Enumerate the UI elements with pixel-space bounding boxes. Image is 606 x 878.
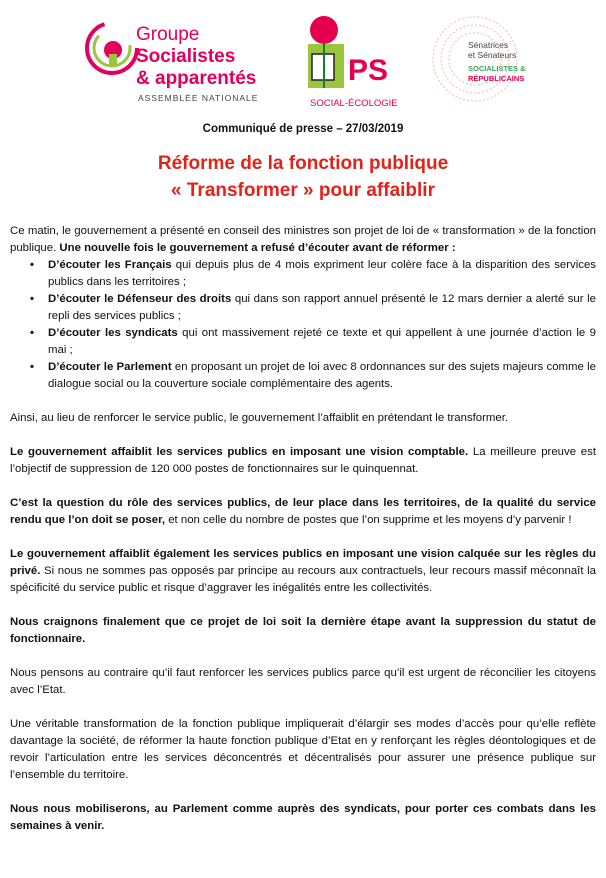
groupe-socialistes-logo xyxy=(84,14,264,104)
logo-groupe-line1: Groupe xyxy=(136,24,200,45)
header xyxy=(0,0,606,120)
intro-paragraph xyxy=(10,223,596,257)
paragraph-8 xyxy=(10,801,596,835)
press-release-date: Communiqué de presse – 27/03/2019 xyxy=(202,123,404,135)
bullet-bold: D’écouter le Défenseur des droits xyxy=(48,293,232,305)
title-line2: « Transformer » pour affaiblir xyxy=(171,180,435,201)
groupe-socialistes-logo-icon xyxy=(84,20,140,76)
list-item xyxy=(48,257,596,291)
paragraph-5 xyxy=(10,614,596,648)
ps-logo xyxy=(300,14,400,109)
senat-line4: RÉPUBLICAINS xyxy=(468,74,525,83)
ps-tagline: SOCIAL-ÉCOLOGIE xyxy=(310,98,398,109)
paragraph-6: Nous pensons au contraire qu’il faut renforcer les services publics parce qu’il est urgent de réconcilier les citoyens avec l’Etat. xyxy=(10,667,596,696)
paragraph-5-bold: Nous craignons finalement que ce projet de loi soit la dernière étape avant la suppression du statut de fonctionnaire. xyxy=(10,616,596,645)
bullet-text: qui depuis plus de 4 mois expriment leur colère face à la disparition des services publics dans les territoires ; xyxy=(48,259,596,288)
list-item xyxy=(48,291,596,325)
intro-text: Ce matin, le gouvernement a présenté en conseil des ministres son projet de loi de « transformation » de la fonction publique. xyxy=(10,225,596,254)
bullet-bold: D’écouter le Parlement xyxy=(48,361,172,373)
bullet-text: qui dans son rapport annuel présenté le 12 mars dernier a alerté sur le repli des services publics ; xyxy=(48,293,596,322)
document-body xyxy=(10,223,596,835)
list-item xyxy=(48,359,596,393)
list-item xyxy=(48,325,596,359)
paragraph-1: Ainsi, au lieu de renforcer le service public, le gouvernement l’affaiblit en prétendant le transformer. xyxy=(10,412,509,424)
logo-groupe-line4: ASSEMBLÉE NATIONALE xyxy=(138,93,259,103)
paragraph-3-text: et non celle du nombre de postes que l’on supprime et les moyens d’y parvenir ! xyxy=(165,514,572,526)
paragraph-2 xyxy=(10,444,596,478)
paragraph-3 xyxy=(10,495,596,529)
paragraph-8-bold: Nous nous mobiliserons, au Parlement comme auprès des syndicats, pour porter ces combats dans les semaines à venir. xyxy=(10,803,596,832)
senat-line1: Sénatrices xyxy=(468,40,509,50)
paragraph-2-bold: Le gouvernement affaiblit les services publics en imposant une vision comptable. xyxy=(10,446,469,458)
ps-mark: PS xyxy=(348,54,389,87)
bullet-bold: D’écouter les Français xyxy=(48,259,172,271)
title-line1: Réforme de la fonction publique xyxy=(157,153,449,174)
paragraph-7: Une véritable transformation de la fonction publique impliquerait d’élargir ses modes d’accès pour qu’elle reflète davantage la société, de réformer la haute fonction publique d’Etat en y renforçant les règles déontologiques et de revoir l’articulation entre les services déconcentrés et décentralisés pour assurer une présence publique sur l’ensemble du territoire. xyxy=(10,718,596,781)
senat-line2: et Sénateurs xyxy=(468,50,517,60)
paragraph-4-text: Si nous ne sommes pas opposés par principe au recours aux contractuels, leur recours massif méconnaît la spécificité du service public et risque d’aggraver les inégalités entre les collectivités. xyxy=(10,565,596,594)
logo-groupe-line2: Socialistes xyxy=(136,46,236,67)
bullet-bold: D’écouter les syndicats xyxy=(48,327,178,339)
paragraph-3-bold: C’est la question du rôle des services publics, de leur place dans les territoires, de la qualité du service rendu que l’on doit se poser, xyxy=(10,497,596,526)
senat-line3: SOCIALISTES & xyxy=(468,64,526,73)
paragraph-4-bold: Le gouvernement affaiblit également les services publics en imposant une vision calquée sur les règles du privé. xyxy=(10,548,596,577)
paragraph-2-text: La meilleure preuve est l’objectif de suppression de 120 000 postes de fonctionnaires sur le quinquennat. xyxy=(10,446,596,475)
intro-bold: Une nouvelle fois le gouvernement a refusé d’écouter avant de réformer : xyxy=(59,242,456,254)
senat-logo xyxy=(430,14,570,104)
bullet-list xyxy=(10,257,596,393)
logo-groupe-line3: & apparentés xyxy=(136,68,257,89)
bullet-text: en proposant un projet de loi avec 8 ordonnances sur des sujets majeurs comme le dialogue social ou la couverture sociale complémentaire des agents. xyxy=(48,361,596,390)
bullet-text: qui ont massivement rejeté ce texte et qui appellent à une journée d’action le 9 mai ; xyxy=(48,327,597,356)
paragraph-4 xyxy=(10,546,596,597)
